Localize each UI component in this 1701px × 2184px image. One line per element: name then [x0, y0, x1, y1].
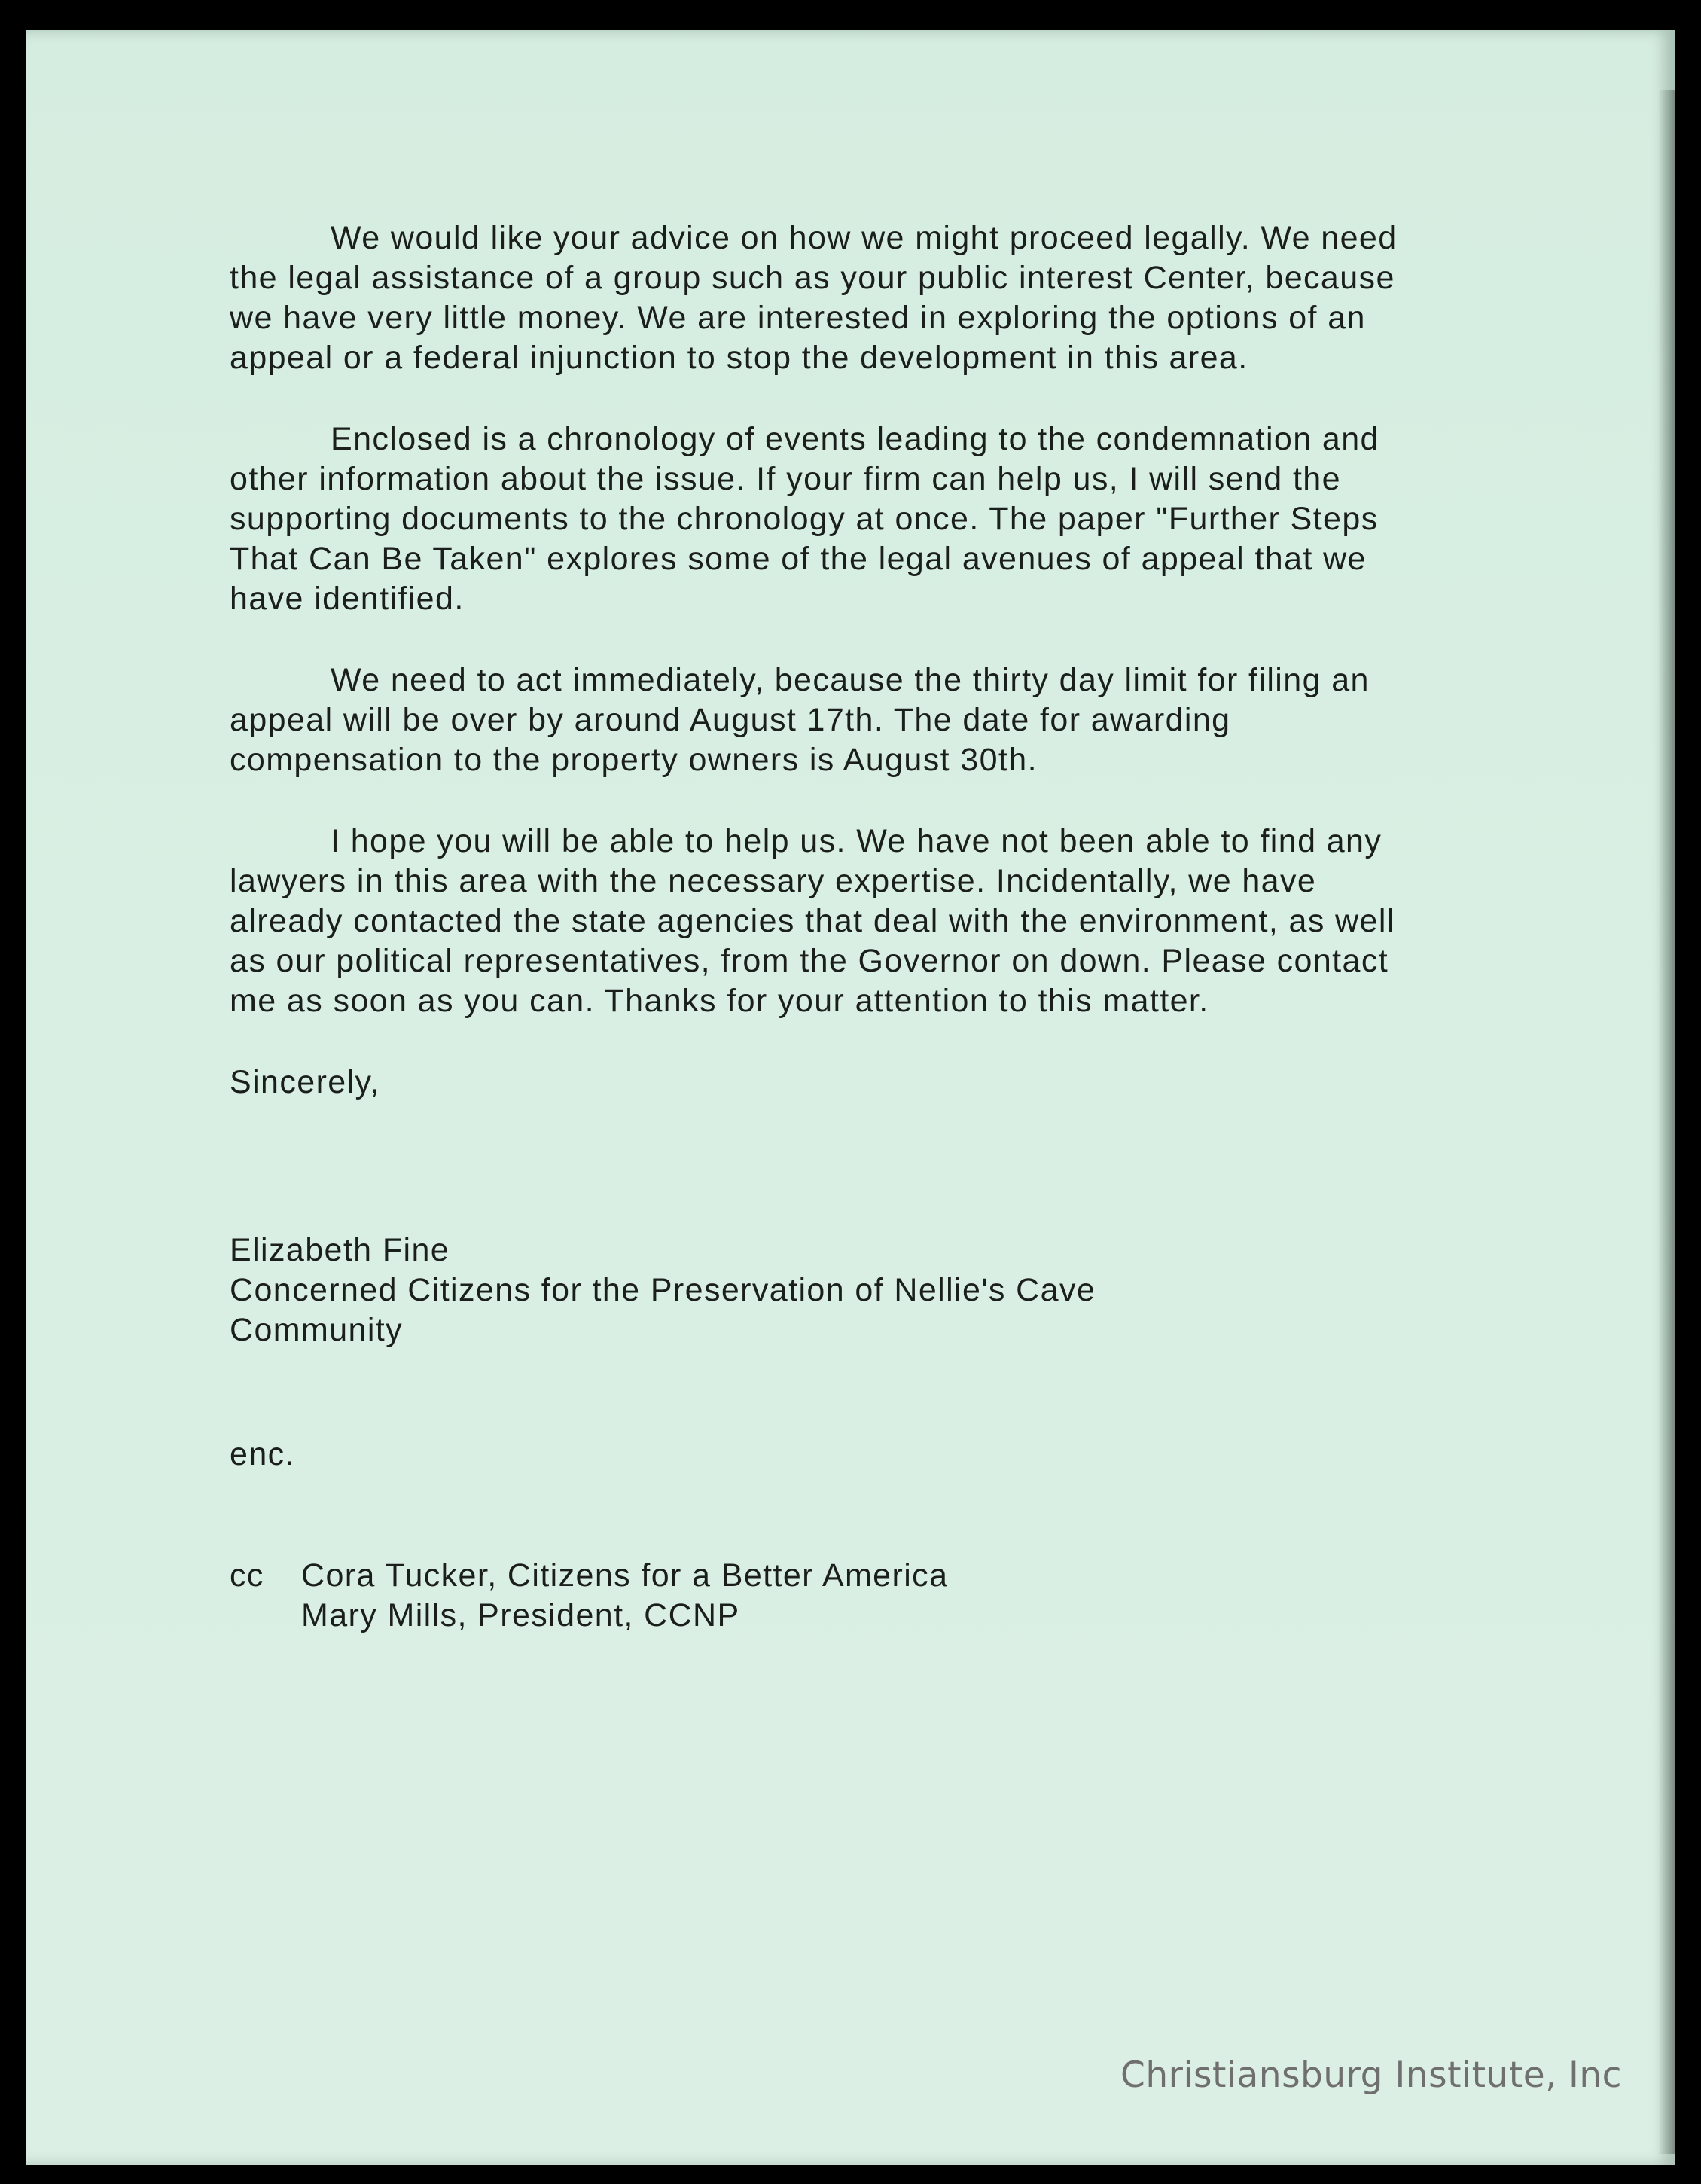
signature-block	[230, 1231, 1434, 1350]
cc-recipient: Cora Tucker, Citizens for a Better America	[301, 1557, 949, 1594]
closing: Sincerely,	[230, 1064, 380, 1100]
paragraph-deadline: We need to act immediately, because the thirty day limit for filing an appeal will be over by around August 17th. The date for awarding compensation to the property owners is August 30th.	[230, 662, 1370, 778]
paragraph-advice: We would like your advice on how we might proceed legally. We need the legal assistance of a group such as your public interest Center, because we have very little money. We are interested in exploring the options of an appeal or a federal injunction to stop the development in this area.	[230, 220, 1398, 376]
paragraph-enclosed: Enclosed is a chronology of events leading to the condemnation and other information about the issue. If your firm can help us, I will send the supporting documents to the chronology at once. The paper "Further Steps That Can Be Taken" explores some of the legal avenues of appeal that we have identified.	[230, 421, 1379, 617]
signer-organization-cont: Community	[230, 1312, 404, 1348]
letter-body	[230, 218, 1434, 1636]
enclosure-note: enc.	[230, 1436, 295, 1472]
signer-name: Elizabeth Fine	[230, 1232, 450, 1268]
paragraph-request: I hope you will be able to help us. We have not been able to find any lawyers in this area with the necessary expertise. Incidentally, we have already contacted the state agencies that deal with the environment, as well as our political representatives, from the Governor on down. Please contact me as soon as you can. Thanks for your attention to this matter.	[230, 823, 1395, 1019]
signer-organization: Concerned Citizens for the Preservation of Nellie's Cave	[230, 1272, 1096, 1308]
archive-watermark: Christiansburg Institute, Inc	[1120, 2054, 1622, 2096]
cc-block	[230, 1556, 1434, 1636]
cc-label: cc	[230, 1557, 264, 1594]
cc-recipient: Mary Mills, President, CCNP	[301, 1597, 740, 1633]
page-edge-shadow	[1658, 90, 1675, 2154]
cc-list	[301, 1556, 948, 1636]
